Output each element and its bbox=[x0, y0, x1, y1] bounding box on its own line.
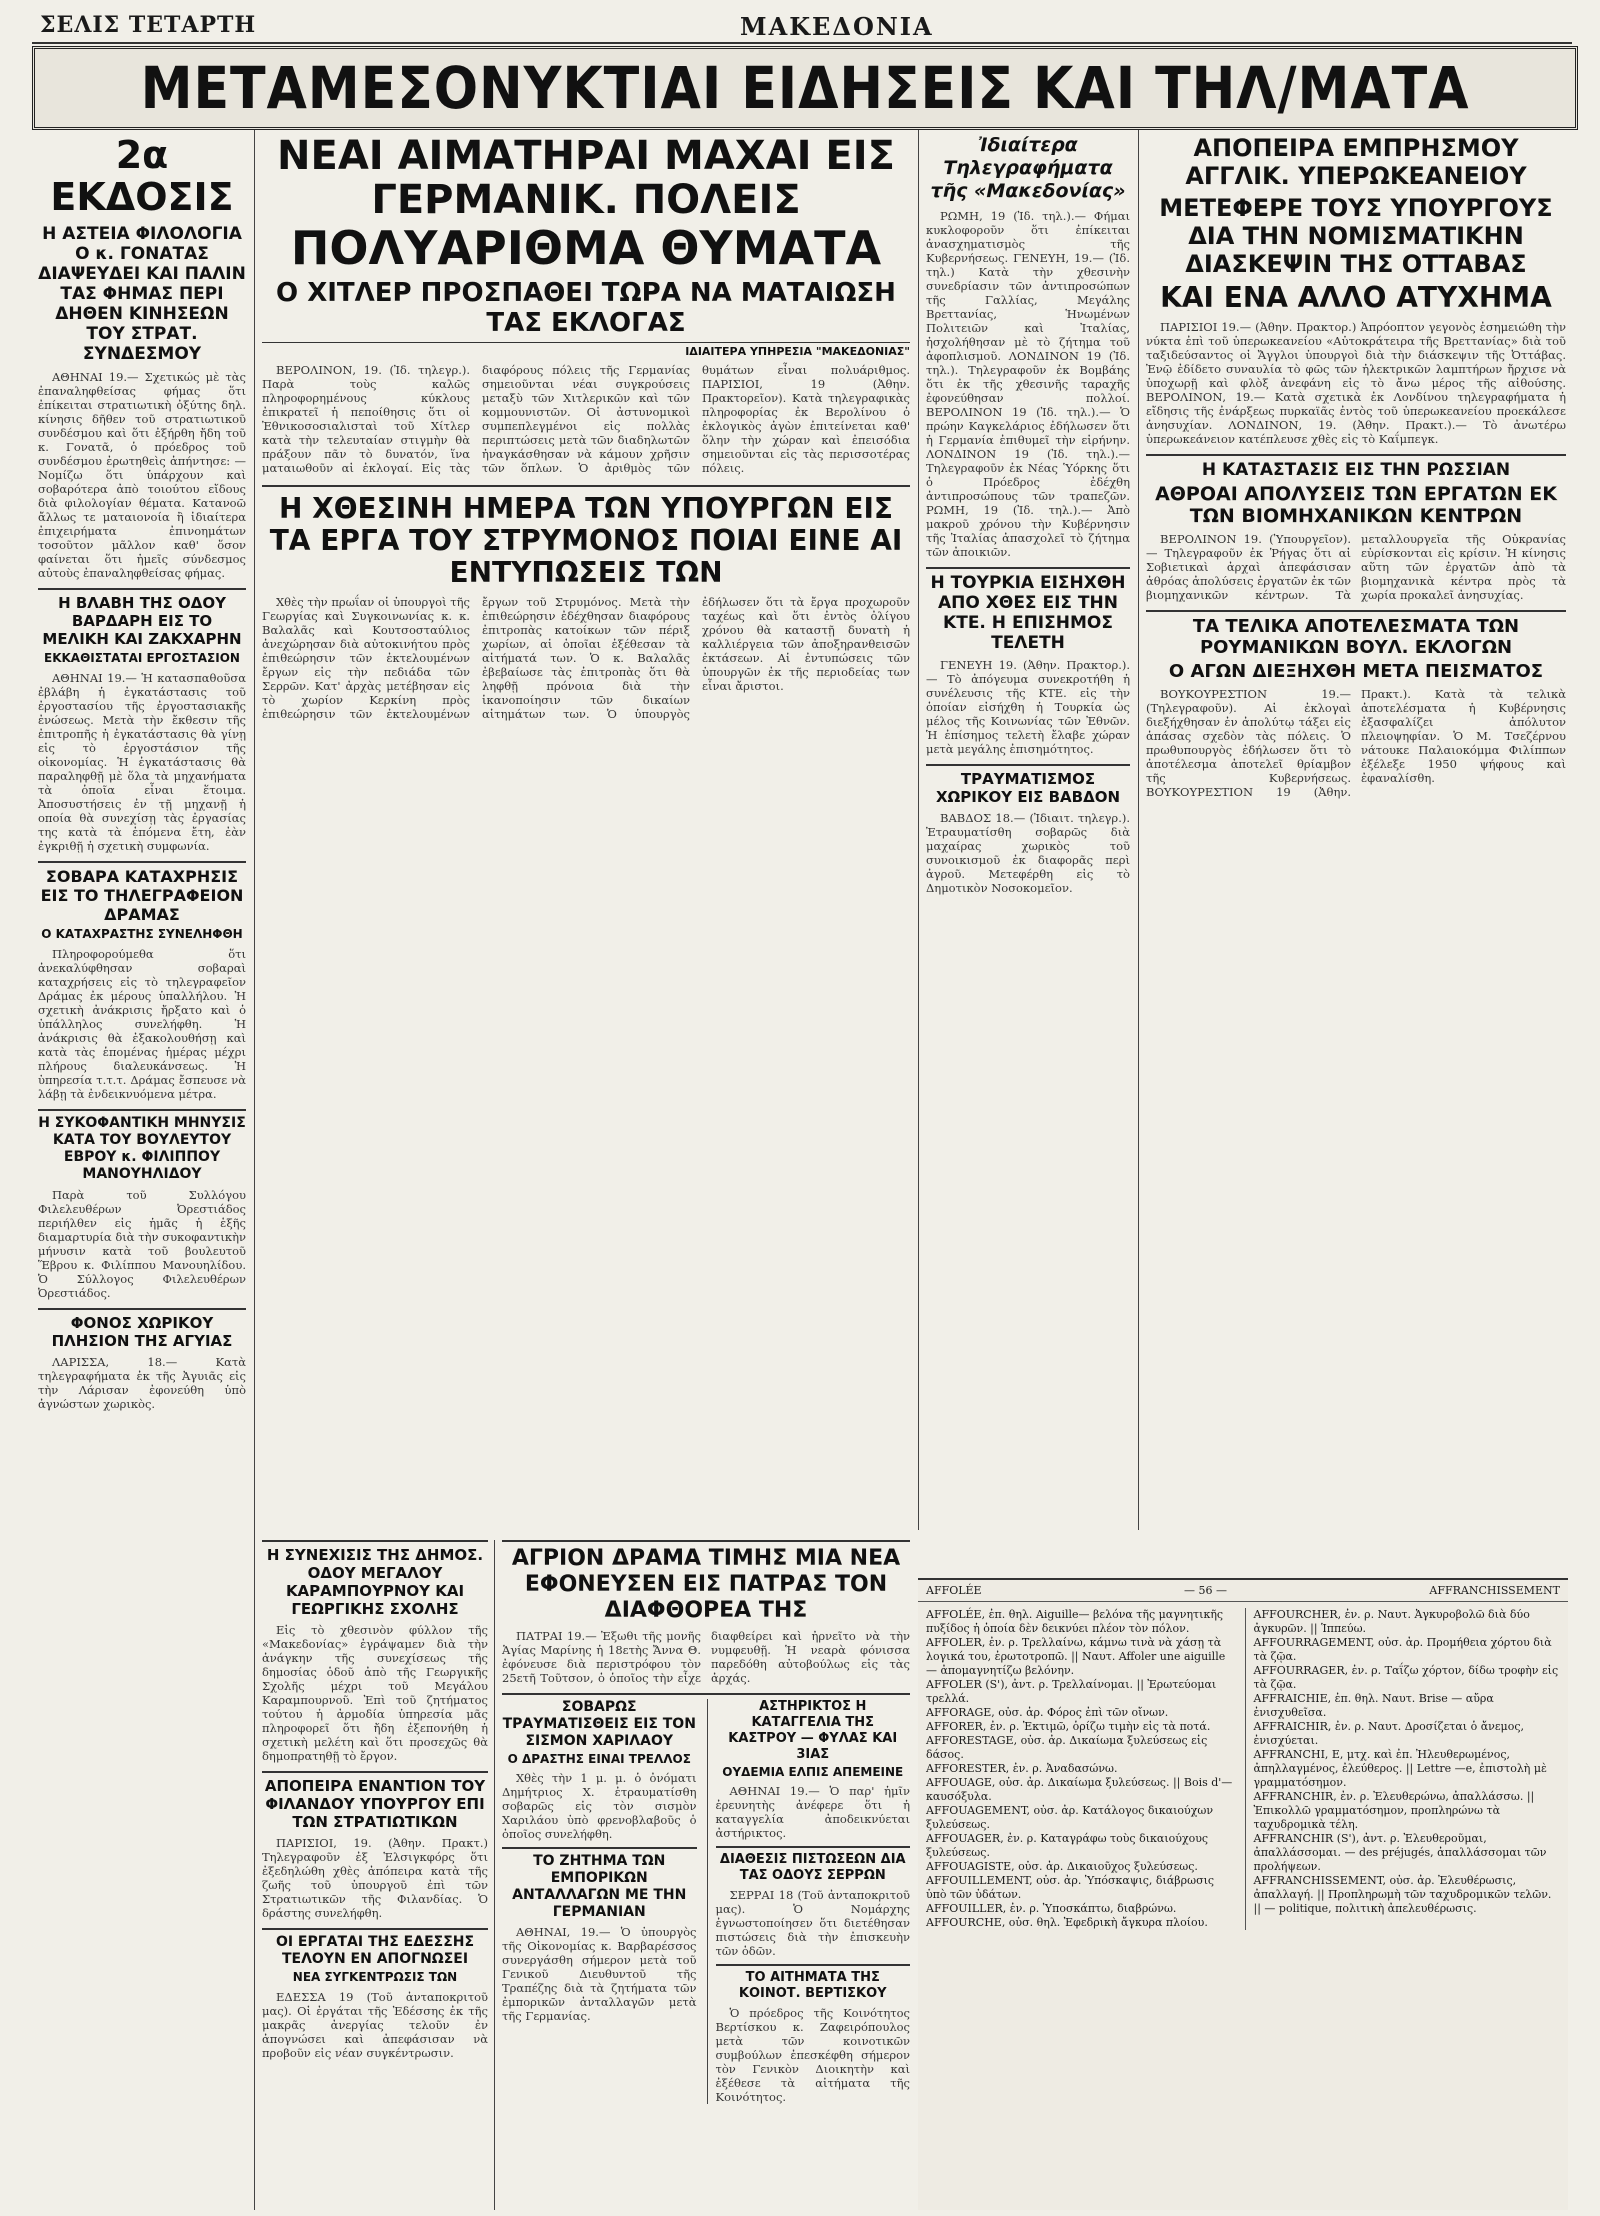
story-body: ΠΑΡΙΣΙΟΙ 19.— (Ἀθην. Πρακτορ.) Ἀπρόοπτον γεγονὸς ἐσημειώθη τὴν νύκτα ἐπὶ τοῦ ὑπερωκεανείου «Αὐτοκράτειρα τῆς Βρεττανίας» διὰ τοῦ ταξιδεύσαντος οἱ Ἄγγλοι ὑπουργοὶ διὰ τὴν διάσκεψιν τῆς Ὀττάβας. Ἐνῷ ἐδίδετο συναυλία τὸ φῶς τῶν ἠλεκτρικῶν λαμπτήρων ἤρχισε νὰ ὑποχωρῇ καὶ φλὸξ ἀνεφάνη εἰς τὸ ἄνω μέρος τῆς αἰθούσης. ΒΕΡΟΛΙΝΟΝ, 19.— Κατὰ σχετικὰ ἐκ Λονδίνου τηλεγραφήματα ἡ εἴδησις τῆς ἐνάρξεως πυρκαϊᾶς ἐντὸς τοῦ ὑπερωκεανείου προεκάλεσε ἀνησυχίαν. ΛΟΝΔΙΝΟΝ, 19. (Ἀθην. Πρακτ.).— Τὸ ἀνωτέρω ὑπερωκεάνειον κατέπλευσε χθὲς εἰς τὸ Καΐμπεγκ. bbox=[1146, 320, 1566, 446]
story-headline: Η ΚΑΤΑΣΤΑΣΙΣ ΕΙΣ ΤΗΝ ΡΩΣΣΙΑΝ bbox=[1201, 460, 1511, 480]
main-subhead: Ο ΧΙΤΛΕΡ ΠΡΟΣΠΑΘΕΙ ΤΩΡΑ ΝΑ ΜΑΤΑΙΩΣΗ ΤΑΣ ΕΚΛΟΓΑΣ bbox=[276, 278, 896, 338]
edition-label: 2α ΕΚΔΟΣΙΣ bbox=[50, 133, 234, 219]
dictionary-header bbox=[918, 1580, 1568, 1602]
story-headline: Η ΣΥΝΕΧΙΣΙΣ ΤΗΣ ΔΗΜΟΣ. ΟΔΟΥ ΜΕΓΑΛΟΥ ΚΑΡΑΜΠΟΥΡΝΟΥ ΚΑΙ ΓΕΩΡΓΙΚΗΣ ΣΧΟΛΗΣ bbox=[266, 1546, 484, 1618]
story-headline-2: ΜΕΤΕΦΕΡΕ ΤΟΥΣ ΥΠΟΥΡΓΟΥΣ ΔΙΑ ΤΗΝ ΝΟΜΙΣΜΑΤΙΚΗΝ ΔΙΑΣΚΕΨΙΝ ΤΗΣ ΟΤΤΑΒΑΣ bbox=[1159, 194, 1553, 278]
story-body: ΒΟΥΚΟΥΡΕΣΤΙΟΝ 19.— (Τηλεγραφοῦν). Αἱ ἐκλογαὶ διεξήχθησαν ἐν ἀπολύτῳ τάξει εἰς ἁπάσας σχεδὸν τὰς πόλεις. Ὁ πρωθυπουργὸς ἐδήλωσεν ὅτι τὸ ἀποτέλεσμα ἀποτελεῖ θρίαμβον τῆς Κυβερνήσεως. ΒΟΥΚΟΥΡΕΣΤΙΟΝ 19 (Ἀθην. Πρακτ.). Κατὰ τὰ τελικὰ ἀποτελέσματα ἡ Κυβέρνησις ἐξασφαλίζει ἀπόλυτον πλειοψηφίαν. Ὁ Μ. Τσεζέρνου νάτουκε Παλαιοκόμμα Φιλίππων ἐξέλεξε 1950 ψήφους καὶ ἐφαναλίσθη. bbox=[1146, 687, 1566, 799]
dictionary-entry: AFFOUILLER, ἐν. ρ. Ὑποσκάπτω, διαβρώνω. bbox=[926, 1902, 1177, 1915]
story-body: ΣΕΡΡΑΙ 18 (Τοῦ ἀνταποκριτοῦ μας). Ὁ Νομάρχης ἐγνωστοποίησεν ὅτι διετέθησαν πιστώσεις διὰ τὴν ἐπισκευὴν τῶν ὁδῶν. bbox=[715, 1888, 910, 1958]
dictionary-entry: AFFOLÉE, ἐπ. θηλ. Aiguille— βελόνα τῆς μαγνητικῆς πυξίδος ἡ ὁποία δὲν δεικνύει πλέον τὸν πόλον. bbox=[926, 1608, 1224, 1635]
story-headline: Η ΤΟΥΡΚΙΑ ΕΙΣΗΧΘΗ ΑΠΟ ΧΘΕΣ ΕΙΣ ΤΗΝ ΚΤΕ. Η ΕΠΙΣΗΜΟΣ ΤΕΛΕΤΗ bbox=[930, 573, 1126, 653]
dictionary-entry: AFFOURCHE, οὐσ. θηλ. Ἐφεδρικὴ ἄγκυρα πλοίου. bbox=[926, 1916, 1208, 1929]
main-story bbox=[262, 134, 910, 721]
story-body: ΠΑΤΡΑΙ 19.— Ἐξωθι τῆς μονῆς Ἁγίας Μαρίνης ἡ 18ετὴς Ἄννα Θ. ἐφόνευσε διὰ περιστρόφου τὸν 25ετῆ Τοῦτσον, ὁ ὁποῖος τὴν εἶχε διαφθείρει καὶ ἠρνεῖτο νὰ τὴν νυμφευθῇ. Ἡ νεαρὰ φόνισσα παρεδόθη αὐτοβούλως εἰς τὰς ἀρχάς. bbox=[502, 1629, 910, 1685]
story-divider bbox=[716, 1846, 911, 1848]
main-story-body: ΒΕΡΟΛΙΝΟΝ, 19. (Ἰδ. τηλεγρ.). Παρὰ τοὺς καλῶς πληροφορημένους κύκλους ἐπικρατεῖ ἡ πεποίθησις ὅτι οἱ Ἐθνικοσοσιαλισταὶ τοῦ Χίτλερ κατὰ τὴν τελευταίαν στιγμὴν θὰ πράξουν πᾶν τὸ δυνατόν, ἵνα ματαιωθοῦν αἱ ἐκλογαί. Εἰς τὰς διαφόρους πόλεις τῆς Γερμανίας σημειοῦνται νέαι συγκρούσεις μεταξὺ τῶν Χιτλερικῶν καὶ τῶν κομμουνιστῶν. Οἱ ἀστυνομικοὶ συμπεπλεγμένοι εἰς πολλὰς περιπτώσεις μετὰ τῶν διαδηλωτῶν ἠναγκάσθησαν νὰ κάμουν χρῆσιν τῶν ὅπλων. Ὁ ἀριθμὸς τῶν θυμάτων εἶναι πολυάριθμος. ΠΑΡΙΣΙΟΙ, 19 (Ἀθην. Πρακτορεῖον). Κατὰ τηλεγραφικὰς πληροφορίας ἐκ Βερολίνου ὁ ἐκλογικὸς ἀγὼν ἐπιτείνεται καθ' ὅλην τὴν χώραν καὶ ἐπεισόδια σημειοῦνται εἰς τὰς περισσοτέρας πόλεις. bbox=[262, 363, 910, 475]
dictionary-column-left bbox=[926, 1608, 1233, 1930]
story-divider bbox=[716, 1964, 911, 1966]
dictionary-columns bbox=[918, 1602, 1568, 1936]
story-divider bbox=[262, 1928, 488, 1930]
section-banner bbox=[32, 46, 1578, 130]
banner-title: ΜΕΤΑΜΕΣΟΝΥΚΤΙΑΙ ΕΙΔΗΣΕΙΣ ΚΑΙ ΤΗΛ/ΜΑΤΑ bbox=[140, 54, 1470, 122]
story-headline: ΑΠΟΠΕΙΡΑ ΕΜΠΡΗΣΜΟΥ ΑΓΓΛΙΚ. ΥΠΕΡΩΚΕΑΝΕΙΟΥ bbox=[1185, 134, 1527, 190]
story-divider bbox=[1146, 610, 1566, 612]
story-divider bbox=[262, 1540, 488, 1542]
story-divider bbox=[38, 1109, 246, 1111]
dictionary-entry: AFFOUAGEMENT, οὐσ. ἀρ. Κατάλογος δικαιούχων ξυλεύσεως. bbox=[926, 1804, 1214, 1831]
story-divider bbox=[262, 485, 910, 487]
story-body: Ὁ πρόεδρος τῆς Κοινότητος Βερτίσκου κ. Ζαφειρόπουλος μετὰ τῶν κοινοτικῶν συμβούλων ἐπεσκέφθη σήμερον τὸν Γενικὸν Διοικητὴν καὶ ἐξέθεσε τὰ αἰτήματα τῆς Κοινότητος. bbox=[715, 2006, 910, 2104]
dictionary-entry: AFFRANCHIR (S'), ἀντ. ρ. Ἐλευθεροῦμαι, ἀπαλλάσσομαι. — des préjugés, ἀπαλλάσσομαι τῶν προλήψεων. bbox=[1253, 1832, 1547, 1873]
story-box bbox=[502, 1699, 697, 2104]
story-divider bbox=[502, 1540, 910, 1542]
story-divider bbox=[1146, 454, 1566, 456]
dictionary-entry: AFFORESTAGE, οὐσ. ἀρ. Δικαίωμα ξυλεύσεως εἰς δάσος. bbox=[926, 1734, 1208, 1761]
lower-left-stories bbox=[262, 1540, 488, 2060]
story-body: ΓΕΝΕΥΗ 19. (Ἀθην. Πρακτορ.).— Τὸ ἀπόγευμα συνεκροτήθη ἡ συνέλευσις τῆς ΚΤΕ. εἰς τὴν ὁποίαν εἰσήχθη ἡ Τουρκία ὡς μέλος τῆς Κοινωνίας τῶν Ἐθνῶν. Ἡ ἐπίσημος τελετὴ ἔλαβε χώραν μετὰ μεγάλης ἐπισημότητος. bbox=[926, 658, 1130, 756]
box-row bbox=[502, 1699, 910, 2104]
story-subhead: Ο ΔΡΑΣΤΗΣ ΕΙΝΑΙ ΤΡΕΛΛΟΣ bbox=[507, 1752, 691, 1766]
story-body: ΠΑΡΙΣΙΟΙ, 19. (Ἀθην. Πρακτ.) Τηλεγραφοῦν ἐξ Ἑλσιγκφόρς ὅτι ἐξεδηλώθη χθὲς ἀπόπειρα κατὰ τῆς ζωῆς τοῦ ὑπουργοῦ ἐπὶ τῶν Στρατιωτικῶν τῆς Φιλανδίας. Ὁ δράστης συνελήφθη. bbox=[262, 1836, 488, 1920]
story-divider bbox=[262, 1771, 488, 1773]
story-headline: Η ΣΥΚΟΦΑΝΤΙΚΗ ΜΗΝΥΣΙΣ ΚΑΤΑ ΤΟΥ ΒΟΥΛΕΥΤΟΥ ΕΒΡΟΥ κ. ΦΙΛΙΠΠΟΥ ΜΑΝΟΥΗΛΙΔΟΥ bbox=[38, 1115, 246, 1182]
column-rule bbox=[918, 130, 919, 1530]
story-headline: ΣΟΒΑΡΑ ΚΑΤΑΧΡΗΣΙΣ ΕΙΣ ΤΟ ΤΗΛΕΓΡΑΦΕΙΟΝ ΔΡΑΜΑΣ bbox=[40, 867, 244, 924]
story-body: ΑΘΗΝΑΙ 19.— Σχετικώς μὲ τὰς ἐπαναληφθείσας φήμας ὅτι ἐπίκειται στρατιωτικὴ ὀξύτης δηλ. κίνησις δῆθεν τοῦ στρατιωτικοῦ συνδέσμου καὶ ὅτι ἐξήρθη ἤδη τοῦ κ. Γονατᾶ, ὁ πρόεδρος τοῦ συνδέσμου ἐρωτηθεὶς ἀπήντησε: — Νομίζω ὅτι ὑπάρχουν καὶ σοβαρότερα ἀπὸ τοιούτου εἴδους διὰ φιλολογίαν θέματα. Κατανοῶ ἄλλως τε ματαιονοία ἢ ἰδιαίτερα ἐπιχειρήματα ἐπινοημάτων τοσοῦτον μᾶλλον καθ' ὅσον φαίνεται ὅτι ἡμεῖς σύνδεσμος αὐτοὺς ἐπαναληφθείσας φήμας. bbox=[38, 370, 246, 580]
dictionary-entry: AFFOURRAGER, ἐν. ρ. Ταΐζω χόρτον, δίδω τροφὴν εἰς τὰ ζῷα. bbox=[1253, 1664, 1559, 1691]
story-body: ΒΕΡΟΛΙΝΟΝ 19. (Ὑπουργεῖον). — Τηλεγραφοῦν ἐκ Ῥήγας ὅτι αἱ Σοβιετικαὶ ἀρχαὶ ἀπεφάσισαν ἀθρόας ἀπολύσεις ἐργατῶν ἐκ τῶν βιομηχανικῶν κέντρων. Τὰ μεταλλουργεῖα τῆς Οὐκρανίας εὑρίσκονται εἰς κρίσιν. Ἡ κίνησις αὕτη τῶν ἐργατῶν ἀπὸ τὰ βιομηχανικὰ κέντρα πρὸς τὰ χωρία προκαλεῖ ἀνησυχίας. bbox=[1146, 532, 1566, 602]
story-divider bbox=[502, 1847, 697, 1849]
story-headline-3: ΚΑΙ ΕΝΑ ΑΛΛΟ ΑΤΥΧΗΜΑ bbox=[1160, 281, 1552, 314]
dictionary-block bbox=[918, 1578, 1568, 2210]
telegrams-body: ΡΩΜΗ, 19 (Ἰδ. τηλ.).— Φήμαι κυκλοφοροῦν ὅτι ἐπίκειται ἀνασχηματισμὸς τῆς Κυβερνήσεως. ΓΕΝΕΥΗ, 19.— (Ἰδ. τηλ.) Κατὰ τὴν χθεσινὴν συνεδρίασιν τῶν ἀντιπροσώπων τῆς Γαλλίας, Μεγάλης Βρεττανίας, Ἡνωμένων Πολιτειῶν καὶ Ἰταλίας, ἠσχολήθησαν μὲ τὸ ζήτημα τοῦ ἀφοπλισμοῦ. ΛΟΝΔΙΝΟΝ 19 (Ἰδ. τηλ.). Τηλεγραφοῦν ἐκ Βομβάης ὅτι ἐκ τῆς χθεσινῆς ταραχῆς ἐφονεύθησαν πολλοί. ΒΕΡΟΛΙΝΟΝ 19 (Ἰδ. τηλ.).— Ὁ πρώην Καγκελάριος ἐδήλωσεν ὅτι ἡ Γερμανία ἐπιθυμεῖ τὴν εἰρήνην. ΛΟΝΔΙΝΟΝ 19 (Ἰδ. τηλ.).— Τηλεγραφοῦν ἐκ Νέας Ὑόρκης ὅτι ὁ Πρόεδρος ἐδέχθη ἀντιπροσώπους τῶν τραπεζῶν. ΡΩΜΗ, 19 (Ἰδ. τηλ.).— Ἀπὸ μακροῦ χρόνου τὴν Κυβέρνησιν τῆς Ἰταλίας ἀπασχολεῖ τὸ ζήτημα τῶν ἀποικιῶν. bbox=[926, 209, 1130, 559]
story-subhead: Ο ΚΑΤΑΧΡΑΣΤΗΣ ΣΥΝΕΛΗΦΘΗ bbox=[41, 927, 243, 941]
dictionary-entry: AFFOURCHER, ἐν. ρ. Ναυτ. Ἀγκυροβολῶ διὰ δύο ἀγκυρῶν. || Ἱππεύω. bbox=[1253, 1608, 1530, 1635]
story-body: Εἰς τὸ χθεσινὸν φύλλον τῆς «Μακεδονίας» ἐγράψαμεν διὰ τὴν ἀνάγκην τῆς συνεχίσεως τῆς δημοσίας ὁδοῦ ἀπὸ τῆς Γεωργικῆς Σχολῆς μέχρι τοῦ Μεγάλου Καραμπουρνοῦ. Ἐπὶ τοῦ ζητήματος τούτου ἡ ἀρμοδία ὑπηρεσία μᾶς πληροφορεῖ ὅτι ἤδη ἐξεπονήθη ἡ σχετικὴ μελέτη καὶ ὅτι προσεχῶς θὰ δημοπρατηθῇ τὸ ἔργον. bbox=[262, 1623, 488, 1763]
story-headline: ΑΓΡΙΟΝ ΔΡΑΜΑ ΤΙΜΗΣ ΜΙΑ ΝΕΑ ΕΦΟΝΕΥΣΕΝ ΕΙΣ ΠΑΤΡΑΣ ΤΟΝ ΔΙΑΦΘΟΡΕΑ ΤΗΣ bbox=[511, 1546, 901, 1623]
dictionary-entry: AFFOUAGE, οὐσ. ἀρ. Δικαίωμα ξυλεύσεως. || Bois d'— καυσόξυλα. bbox=[926, 1776, 1233, 1803]
telegrams-headline: Ἰδιαίτερα Τηλεγραφήματα τῆς «Μακεδονίας» bbox=[930, 134, 1126, 202]
story-subhead: ΟΥΔΕΜΙΑ ΕΛΠΙΣ ΑΠΕΜΕΙΝΕ bbox=[722, 1765, 904, 1779]
dictionary-entry: AFFORESTER, ἐν. ρ. Ἀναδασώνω. bbox=[926, 1762, 1118, 1775]
story-headline: ΣΟΒΑΡΩΣ ΤΡΑΥΜΑΤΙΣΘΕΙΣ ΕΙΣ ΤΟΝ ΣΙΣΜΟΝ ΧΑΡΙΛΑΟΥ bbox=[502, 1699, 696, 1749]
running-header bbox=[40, 8, 1570, 42]
column-telegrams bbox=[926, 134, 1130, 895]
dictionary-entry: AFFORER, ἐν. ρ. Ἐκτιμῶ, ὁρίζω τιμὴν εἰς τὰ ποτά. bbox=[926, 1720, 1211, 1733]
dictionary-entry: AFFOURRAGEMENT, οὐσ. ἀρ. Προμήθεια χόρτου διὰ τὰ ζῷα. bbox=[1253, 1636, 1552, 1663]
story-headline: ΟΙ ΕΡΓΑΤΑΙ ΤΗΣ ΕΔΕΣΣΗΣ ΤΕΛΟΥΝ ΕΝ ΑΠΟΓΝΩΣΕΙ bbox=[275, 1934, 475, 1967]
dictionary-entry: AFFRANCHISSEMENT, οὐσ. ἀρ. Ἐλευθέρωσις, ἀπαλλαγή. || Προπληρωμὴ τῶν ταχυδρομικῶν τελῶν. || — politique, πολιτικὴ ἀπελευθέρωσις. bbox=[1253, 1874, 1552, 1915]
story-headline: Η ΒΛΑΒΗ ΤΗΣ ΟΔΟΥ ΒΑΡΔΑΡΗ ΕΙΣ ΤΟ ΜΕΛΙΚΗ ΚΑΙ ΖΑΚΧΑΡΗΝ bbox=[42, 594, 242, 648]
story-headline: Η ΑΣΤΕΙΑ ΦΙΛΟΛΟΓΙΑ Ο κ. ΓΟΝΑΤΑΣ ΔΙΑΨΕΥΔΕΙ ΚΑΙ ΠΑΛΙΝ ΤΑΣ ΦΗΜΑΣ ΠΕΡΙ ΔΗΘΕΝ ΚΙΝΗΣΕΩΝ ΤΟΥ ΣΤΡΑΤ. ΣΥΝΔΕΣΜΟΥ bbox=[38, 224, 246, 364]
dictionary-entry: AFFRANCHI, Ε, μτχ. καὶ ἐπ. Ἠλευθερωμένος, ἀπηλλαγμένος, ἐλεύθερος. || Lettre —e, ἐπιστολὴ μὲ γραμματόσημον. bbox=[1253, 1748, 1547, 1789]
story-subhead: ΕΚΚΑΘΙΣΤΑΤΑΙ ΕΡΓΟΣΤΑΣΙΟΝ bbox=[44, 651, 240, 665]
story-subhead: Ο ΑΓΩΝ ΔΙΕΞΗΧΘΗ ΜΕΤΑ ΠΕΙΣΜΑΤΟΣ bbox=[1168, 661, 1544, 682]
story-body: ΛΑΡΙΣΣΑ, 18.— Κατὰ τηλεγραφήματα ἐκ τῆς Ἀγυιᾶς εἰς τὴν Λάρισαν ἐφονεύθη ὑπὸ ἀγνώστων χωρικὸς. bbox=[38, 1355, 246, 1411]
story-divider bbox=[38, 1308, 246, 1310]
story-headline: ΤΑ ΤΕΛΙΚΑ ΑΠΟΤΕΛΕΣΜΑΤΑ ΤΩΝ ΡΟΥΜΑΝΙΚΩΝ ΒΟΥΛ. ΕΚΛΟΓΩΝ bbox=[1192, 616, 1520, 658]
story-subhead: ΑΘΡΟΑΙ ΑΠΟΛΥΣΕΙΣ ΤΩΝ ΕΡΓΑΤΩΝ ΕΚ ΤΩΝ ΒΙΟΜΗΧΑΝΙΚΩΝ ΚΕΝΤΡΩΝ bbox=[1155, 483, 1557, 527]
dictionary-entry: AFFOUAGISTE, οὐσ. ἀρ. Δικαιοῦχος ξυλεύσεως. bbox=[926, 1860, 1198, 1873]
lower-middle-stories bbox=[502, 1540, 910, 2104]
story-box bbox=[707, 1699, 911, 2104]
story-body: Πληροφορούμεθα ὅτι ἀνεκαλύφθησαν σοβαραὶ καταχρήσεις εἰς τὸ τηλεγραφεῖον Δράμας ἐκ μέρους ὑπαλλήλου. Ἡ σχετικὴ ἀνάκρισις ἤρξατο καὶ ὁ ὑπάλληλος συνελήφθη. Ἡ ἀνάκρισις θὰ ἐξακολουθήσῃ καὶ κατὰ τὰς ἑπομένας ἡμέρας μέχρι πλήρους διαλευκάνσεως. Ἡ ὑπηρεσία τ.τ.τ. Δράμας ἔσπευσε νὰ λάβῃ τὰ ἐνδεικνυόμενα μέτρα. bbox=[38, 947, 246, 1101]
column-rule bbox=[1138, 130, 1139, 1530]
column-rule bbox=[494, 1540, 495, 2210]
page-label: ΣΕΛΙΣ ΤΕΤΑΡΤΗ bbox=[40, 12, 257, 38]
dictionary-column-right bbox=[1245, 1608, 1561, 1930]
story-body: ΑΘΗΝΑΙ, 19.— Ὁ ὑπουργὸς τῆς Οἰκονομίας κ. Βαρβαρέσσος συνεργάσθη σήμερον μετὰ τοῦ Γενικοῦ Διευθυντοῦ τῆς Τραπέζης διὰ τὰ ζητήματα τῶν ἐμπορικῶν ἀνταλλαγῶν μετὰ τῆς Γερμανίας. bbox=[502, 1925, 697, 2023]
paper-name: ΜΑΚΕΔΟΝΙΑ bbox=[740, 12, 934, 41]
story-divider bbox=[926, 567, 1130, 569]
story-body: Χθὲς τὴν πρωΐαν οἱ ὑπουργοὶ τῆς Γεωργίας καὶ Συγκοινωνίας κ. κ. Βαλαλᾶς καὶ Κουτσοσταύλιος ἀνεχώρησαν διὰ αὐτοκινήτου πρὸς ἐπιθεώρησιν τῶν ἐκτελουμένων ἔργων εἰς τὴν πεδιάδα τῶν Σερρῶν. Κατ' ἀρχὰς μετέβησαν εἰς τὸ χωρίον Κερκίνη πρὸς ἐπιθεώρησιν τῶν ἐκτελουμένων ἔργων τοῦ Στρυμόνος. Μετὰ τὴν ἐπιθεώρησιν ἐδέχθησαν διαφόρους ἐπιτροπὰς κατοίκων τῶν πέριξ χωρίων, αἱ ὁποῖαι ἐξέθεσαν τὰ αἰτήματά των. Ὁ κ. Βαλαλᾶς ἐβεβαίωσε τὰς ἐπιτροπὰς ὅτι θὰ ληφθῇ πρόνοια διὰ τὴν ἱκανοποίησιν τῶν δικαίων αἰτημάτων των. Ὁ ὑπουργὸς ἐδήλωσεν ὅτι τὰ ἔργα προχωροῦν ταχέως καὶ ὅτι ἐντὸς ὀλίγου χρόνου θὰ καταστῇ δυνατὴ ἡ καλλιέργεια τῶν ἀποξηρανθεισῶν ἐκτάσεων. Αἱ ἐντυπώσεις τῶν ὑπουργῶν ἐκ τῆς περιοδείας των εἶναι ἄριστοι. bbox=[262, 595, 910, 721]
column-rule bbox=[254, 130, 255, 2210]
story-headline: Η ΧΘΕΣΙΝΗ ΗΜΕΡΑ ΤΩΝ ΥΠΟΥΡΓΩΝ ΕΙΣ ΤΑ ΕΡΓΑ ΤΟΥ ΣΤΡΥΜΟΝΟΣ ΠΟΙΑΙ ΕΙΝΕ ΑΙ ΕΝΤΥΠΩΣΕΙΣ ΤΩΝ bbox=[269, 492, 903, 589]
main-headline-2: ΠΟΛΥΑΡΙΘΜΑ ΘΥΜΑΤΑ bbox=[290, 221, 882, 275]
story-body: ΒΑΒΔΟΣ 18.— (Ἰδιαιτ. τηλεγρ.). Ἐτραυματίσθη σοβαρῶς διὰ μαχαίρας χωρικὸς τοῦ συνοικισμοῦ ἐκ διαφορᾶς περὶ ἀγροῦ. Μετεφέρθη εἰς τὸ Δημοτικὸν Νοσοκομεῖον. bbox=[926, 811, 1130, 895]
story-headline: ΤΟ ΖΗΤΗΜΑ ΤΩΝ ΕΜΠΟΡΙΚΩΝ ΑΝΤΑΛΛΑΓΩΝ ΜΕ ΤΗΝ ΓΕΡΜΑΝΙΑΝ bbox=[512, 1853, 687, 1920]
dictionary-entry: AFFOLER, ἐν. ρ. Τρελλαίνω, κάμνω τινὰ νὰ χάσῃ τὰ λογικά του, ἐρωτοτροπῶ. || Ναυτ. Affoler une aiguille — ἀπομαγνητίζω βελόνην. bbox=[926, 1636, 1226, 1677]
story-divider bbox=[38, 861, 246, 863]
column-left bbox=[38, 134, 246, 1411]
story-headline: ΤΡΑΥΜΑΤΙΣΜΟΣ ΧΩΡΙΚΟΥ ΕΙΣ ΒΑΒΔΟΝ bbox=[935, 770, 1121, 806]
story-headline: ΦΟΝΟΣ ΧΩΡΙΚΟΥ ΠΛΗΣΙΟΝ ΤΗΣ ΑΓΥΙΑΣ bbox=[51, 1314, 233, 1350]
dictionary-entry: AFFORAGE, οὐσ. ἀρ. Φόρος ἐπὶ τῶν οἴνων. bbox=[926, 1706, 1169, 1719]
story-divider bbox=[502, 1693, 910, 1695]
header-rule bbox=[32, 42, 1572, 44]
story-subhead: ΝΕΑ ΣΥΓΚΕΝΤΡΩΣΙΣ ΤΩΝ bbox=[292, 1970, 458, 1984]
dictionary-page-number: — 56 — bbox=[1184, 1584, 1227, 1597]
story-headline: ΤΟ ΑΙΤΗΜΑΤΑ ΤΗΣ ΚΟΙΝΟΤ. ΒΕΡΤΙΣΚΟΥ bbox=[738, 1970, 887, 2001]
story-divider bbox=[38, 588, 246, 590]
story-body: ΑΘΗΝΑΙ 19.— Ἡ κατασπαθοῦσα ἐβλάβη ἡ ἐγκατάστασις τοῦ ἐργοστασίου τῆς ἐργοστασιακῆς ἐνώσεως. Μετὰ τὴν ἔκθεσιν τῆς ἐπιτροπῆς ἡ ἐγκατάστασις θὰ γίνῃ εἰς τὸ ἐργοστάσιον τῆς οἰκονομίας. Ἡ ἐγκατάστασις θὰ παραληφθῇ μὲ ὅλα τὰ μηχανήματα τὰ ὁποῖα εἶναι ἕτοιμα. Ἀποσυστήσεις ἐν τῇ μηχανῇ ἡ οποία θὰ συνεχίσῃ τὰς ἐργασίας της κατὰ τὰ ἑπόμενα ἔτη, ἐὰν ἐγκριθῇ ἡ σχετικὴ συμφωνία. bbox=[38, 671, 246, 853]
dictionary-entry: AFFOLER (S'), ἀντ. ρ. Τρελλαίνομαι. || Ἐρωτεύομαι τρελλά. bbox=[926, 1678, 1217, 1705]
main-headline: ΝΕΑΙ ΑΙΜΑΤΗΡΑΙ ΜΑΧΑΙ ΕΙΣ ΓΕΡΜΑΝΙΚ. ΠΟΛΕΙΣ bbox=[277, 133, 895, 223]
story-body: Χθὲς τὴν 1 μ. μ. ὁ ὀνόματι Δημήτριος Χ. ἐτραυματίσθη σοβαρῶς εἰς τὸν σισμὸν Χαριλάου ὑπὸ φρενοβλαβοῦς ὁ ὁποῖος συνελήφθη. bbox=[502, 1771, 697, 1841]
story-divider bbox=[926, 764, 1130, 766]
service-credit: ΙΔΙΑΙΤΕΡΑ ΥΠΗΡΕΣΙΑ "ΜΑΚΕΔΟΝΙΑΣ" bbox=[262, 342, 910, 359]
dictionary-entry: AFFRANCHIR, ἐν. ρ. Ἐλευθερώνω, ἀπαλλάσσω. || Ἐπικολλῶ γραμματόσημον, προπληρώνω τὰ ταχυδρομικὰ τέλη. bbox=[1253, 1790, 1535, 1831]
story-body: ΑΘΗΝΑΙ 19.— Ὁ παρ' ἡμῖν ἐρευνητὴς ἀνέφερε ὅτι ἡ καταγγελία ἀποδεικνύεται ἀστήρικτος. bbox=[715, 1784, 910, 1840]
story-body: Παρὰ τοῦ Συλλόγου Φιλελευθέρων Ὀρεστιάδος περιήλθεν εἰς ἡμᾶς ἡ ἑξῆς διαμαρτυρία διὰ τὴν συκοφαντικὴν μήνυσιν κατὰ τοῦ βουλευτοῦ Ἕβρου κ. Φιλίππου Μανουηλίδου. Ὁ Σύλλογος Φιλελευθέρων Ὀρεστιάδος. bbox=[38, 1188, 246, 1300]
column-right bbox=[1146, 134, 1566, 799]
story-body: ΕΔΕΣΣΑ 19 (Τοῦ ἀνταποκριτοῦ μας). Οἱ ἐργάται τῆς Ἐδέσσης ἐκ τῆς μακρᾶς ἀνεργίας τελοῦν ἐν ἀπογνώσει καὶ ἀπεφάσισαν νὰ προβοῦν εἰς νέαν συγκέντρωσιν. bbox=[262, 1990, 488, 2060]
dictionary-header-right: AFFRANCHISSEMENT bbox=[1429, 1584, 1560, 1597]
dictionary-entry: AFFOUAGER, ἐν. ρ. Καταγράφω τοὺς δικαιούχους ξυλεύσεως. bbox=[926, 1832, 1209, 1859]
dictionary-entry: AFFRAICHIR, ἐν. ρ. Ναυτ. Δροσίζεται ὁ ἄνεμος, ἐνισχύεται. bbox=[1253, 1720, 1524, 1747]
dictionary-header-left: AFFOLÉE bbox=[926, 1584, 982, 1597]
story-headline: ΑΠΟΠΕΙΡΑ ΕΝΑΝΤΙΟΝ ΤΟΥ ΦΙΛΑΝΔΟΥ ΥΠΟΥΡΓΟΥ ΕΠΙ ΤΩΝ ΣΤΡΑΤΙΩΤΙΚΩΝ bbox=[264, 1777, 486, 1831]
story-headline: ΑΣΤΗΡΙΚΤΟΣ Η ΚΑΤΑΓΓΕΛΙΑ ΤΗΣ ΚΑΣΤΡΟΥ — ΦΥΛΑΣ ΚΑΙ 3ΙΑΣ bbox=[728, 1699, 898, 1762]
story-headline: ΔΙΑΘΕΣΙΣ ΠΙΣΤΩΣΕΩΝ ΔΙΑ ΤΑΣ ΟΔΟΥΣ ΣΕΡΡΩΝ bbox=[719, 1852, 906, 1883]
dictionary-entry: AFFRAICHIE, ἐπ. θηλ. Ναυτ. Brise — αὔρα ἐνισχυθεῖσα. bbox=[1253, 1692, 1494, 1719]
dictionary-entry: AFFOUILLEMENT, οὐσ. ἀρ. Ὑπόσκαψις, διάβρωσις ὑπὸ τῶν ὑδάτων. bbox=[926, 1874, 1215, 1901]
